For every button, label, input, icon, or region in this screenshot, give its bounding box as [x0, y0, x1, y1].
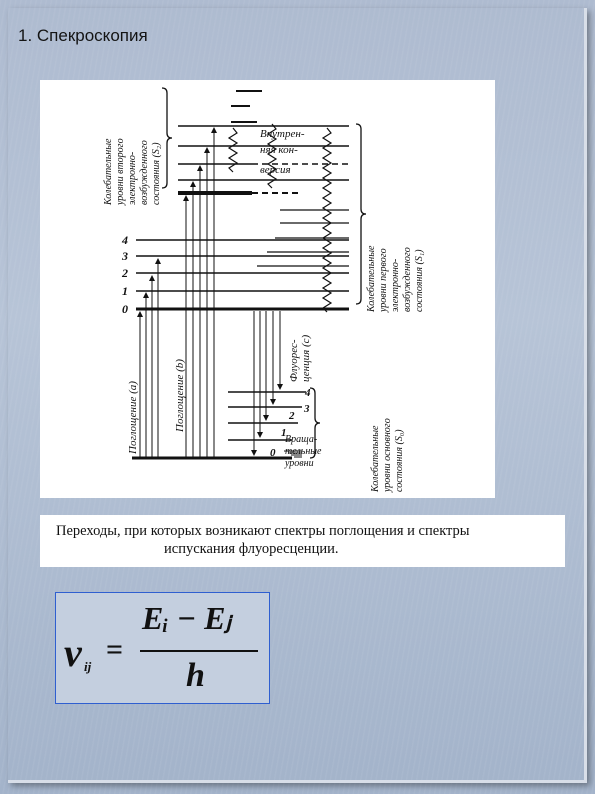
caption-line-2: испускания флуоресценции.	[164, 541, 339, 557]
svg-text:уровни второго: уровни второго	[115, 138, 126, 205]
s2-label	[103, 138, 162, 206]
svg-text:уровни: уровни	[285, 458, 314, 469]
svg-text:ценция (с): ценция (с)	[300, 334, 312, 382]
svg-text:няя кон-: няя кон-	[260, 144, 298, 156]
formula-box	[55, 592, 270, 704]
svg-text:состояния (S₁): состояния (S₁)	[414, 249, 425, 312]
formula-nu: ν	[64, 630, 82, 675]
svg-text:состояния (S₀): состояния (S₀)	[394, 429, 405, 492]
svg-text:электронно-: электронно-	[127, 151, 138, 205]
svg-text:Колебательные: Колебательные	[366, 245, 377, 312]
svg-text:Поглощение (а): Поглощение (а)	[127, 381, 139, 454]
formula-subscript: ij	[84, 659, 92, 674]
fluorescence-arrows	[254, 311, 280, 455]
caption-line-1: Переходы, при которых возникают спектры поглощения и спектры	[56, 523, 470, 539]
internal-conversion-label	[260, 128, 305, 176]
svg-text:возбужденного: возбужденного	[402, 247, 413, 312]
svg-text:1: 1	[122, 284, 128, 298]
s1-numbered-levels	[136, 240, 349, 309]
s1-upper-levels	[257, 210, 349, 266]
svg-text:4: 4	[305, 387, 311, 399]
svg-text:уровни основного: уровни основного	[382, 418, 393, 492]
formula-denominator: h	[186, 657, 205, 694]
svg-text:состояния (S₂): состояния (S₂)	[151, 142, 162, 205]
svg-text:4: 4	[122, 233, 128, 247]
rotational-levels-label	[284, 434, 322, 469]
svg-text:0: 0	[270, 447, 276, 459]
absorption-b-arrows	[186, 128, 214, 458]
svg-text:2: 2	[289, 410, 295, 422]
s1-label	[366, 245, 425, 313]
svg-text:2: 2	[122, 266, 128, 280]
svg-text:версия: версия	[260, 164, 291, 176]
absorption-a-arrows	[140, 259, 158, 458]
absorption-b-label	[174, 359, 186, 433]
slide-title: 1. Спекроскопия	[18, 26, 148, 45]
s1-level-numbers	[121, 233, 128, 316]
svg-text:тельные: тельные	[285, 446, 322, 457]
svg-text:электронно-: электронно-	[390, 258, 401, 312]
formula-equals: =	[106, 633, 124, 666]
svg-text:Поглощение (b): Поглощение (b)	[174, 359, 186, 432]
svg-text:3: 3	[304, 403, 310, 415]
svg-text:0: 0	[122, 302, 128, 316]
svg-text:Колебательные: Колебательные	[103, 138, 114, 205]
absorption-a-label	[127, 381, 139, 455]
formula-numerator: Eᵢ − Eⱼ	[142, 600, 232, 636]
energy-level-diagram	[40, 80, 495, 498]
fraction-bar	[140, 650, 258, 652]
jablonski-diagram-svg	[40, 80, 495, 498]
svg-text:уровни первого: уровни первого	[378, 248, 389, 312]
svg-text:Флуорес-: Флуорес-	[288, 339, 300, 382]
svg-text:Внутрен-: Внутрен-	[260, 128, 305, 140]
svg-text:Враща-: Враща-	[285, 434, 318, 445]
svg-text:Колебательные: Колебательные	[370, 425, 381, 492]
svg-text:3: 3	[122, 249, 128, 263]
caption-panel	[40, 515, 565, 567]
svg-text:1: 1	[281, 427, 287, 439]
fluorescence-label	[288, 334, 312, 382]
svg-text:возбужденного: возбужденного	[139, 140, 150, 205]
s0-label	[370, 418, 405, 493]
